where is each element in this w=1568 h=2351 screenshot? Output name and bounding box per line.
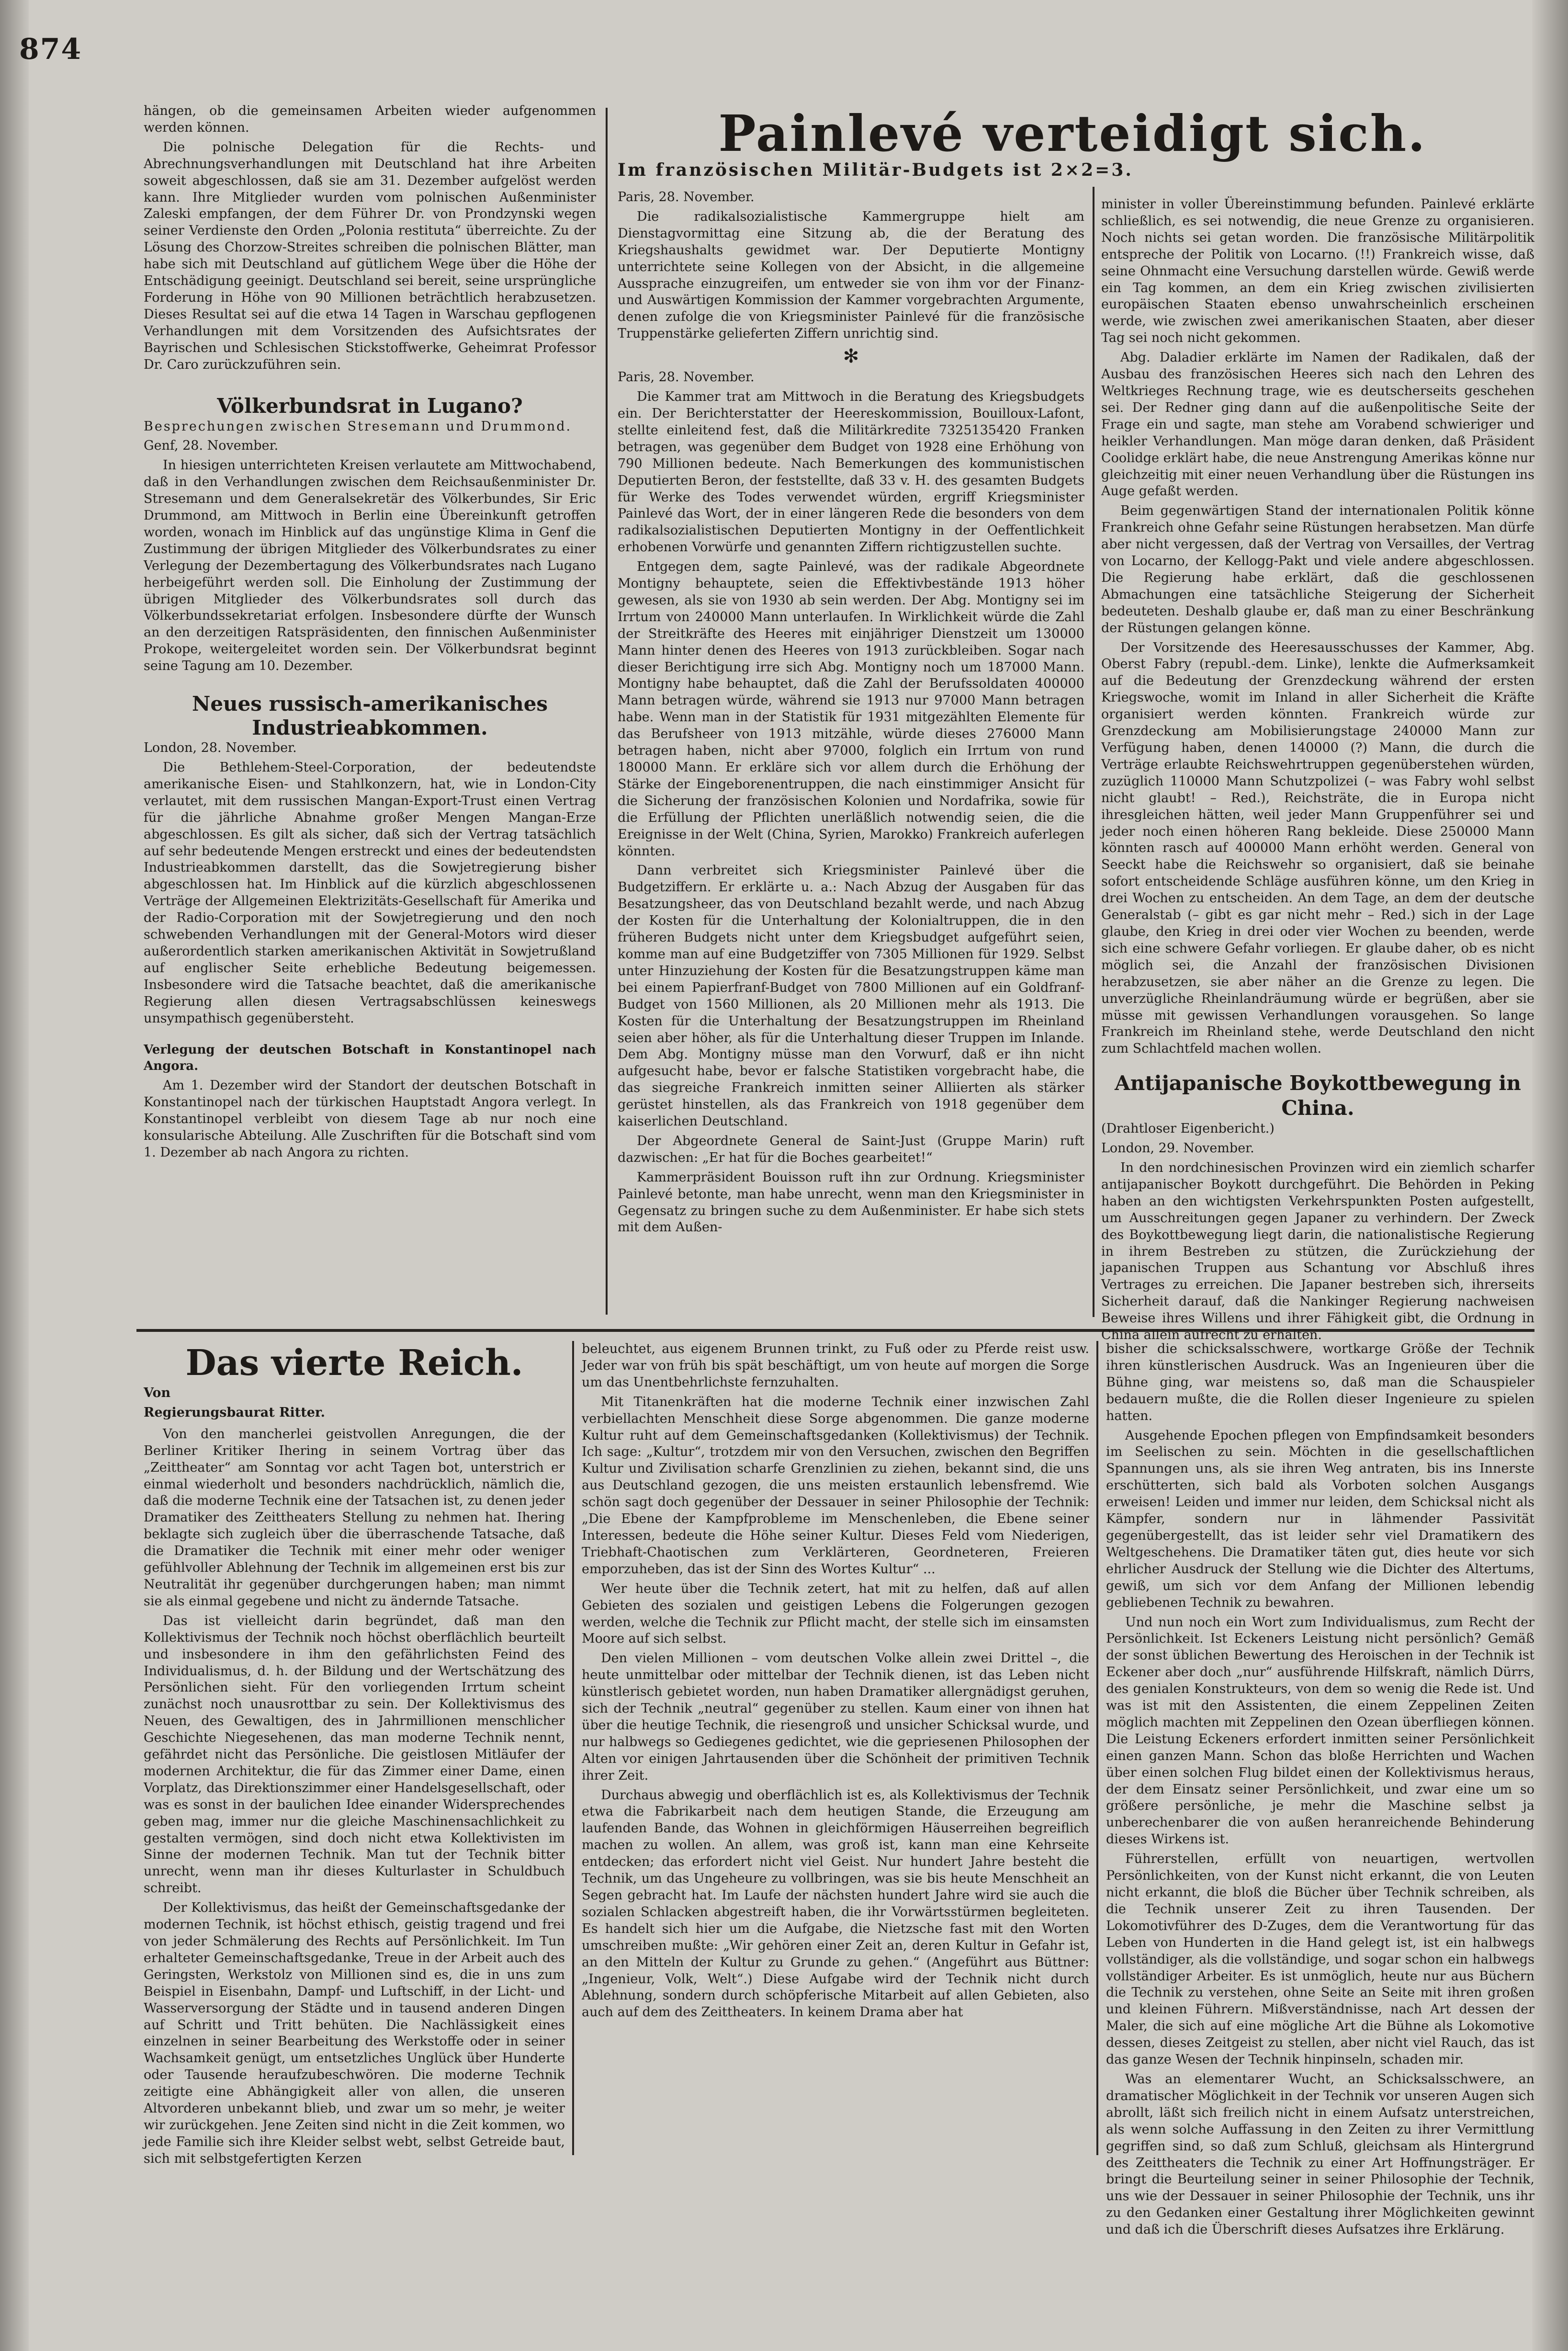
headline-painleve: Painlevé verteidigt sich. xyxy=(718,104,1427,163)
article-text: Die radikalsozialistische Kammergruppe hielt am Dienstagvormittag eine Sitzung ab, die der Beratung des Kriegshaushalts gewidmet war. Der Deputierte Montigny unterrichtete seine Kollegen von der Absicht, in die allgemeine Aussprache einzugreifen, um entweder sie von ihm vor der Finanz- und Auswärtigen Kommission der Kammer vorgebrachten Argumente, denen zufolge die von Kriegsminister Painlevé für die französische Truppenstärke gelieferten Ziffern unrichtig sind. xyxy=(618,209,1084,341)
article-text: Durchaus abwegig und oberflächlich ist es, als Kollektivismus der Technik etwa die Fabrikarbeit nach dem heutigen Stande, die Erzeugung am laufenden Bande, das Wohnen in gleichförmigen Häuserreihen begreiflich machen zu wollen. An allem, was groß ist, kann man eine Kehrseite entdecken; das erfordert nicht viel Geist. Nur hundert Jahre besteht die Technik, um das Ungeheure zu vollbringen, was sie bis heute Menschheit an Segen gebracht hat. Im Laufe der nächsten hundert Jahre wird sie auch die sozialen Schlacken abgestreift haben, die ihr Vorwärtsstürmen begleiteten. Es handelt sich hier um die Aufgabe, die Nietzsche fast mit den Worten umschreiben mußte: „Wir gehören einer Zeit an, deren Kultur in Gefahr ist, an den Mitteln der Kultur zu Grunde zu gehen.“ (Angeführt aus Büttner: „Ingenieur, Volk, Welt“.) Diese Aufgabe wird der Technik nicht durch Ablehnung, sondern durch schöpferische Mitarbeit auf allen Gebieten, also auch auf dem des Zeittheaters. In keinem Drama aber hat xyxy=(582,1787,1089,2020)
article-text: Der Kollektivismus, das heißt der Gemeinschaftsgedanke der modernen Technik, ist höchst ethisch, geistig tragend und frei von jeder Schmälerung des Rechts auf Persönlichkeit. Im Tun erhalteter Gemeinschaftsgedanke, Treue in der Arbeit auch des Geringsten, Werkstolz von Millionen sind es, die in uns zum Beispiel in Eisenbahn, Dampf- und Luftschiff, in der Licht- und Wasserversorgung der Städte und in tausend anderen Dingen auf Schritt und Tritt behüten. Die Nachlässigkeit eines einzelnen in seiner Bearbeitung des Werkstoffe oder in seiner Wachsamkeit genügt, um entsetzliches Unglück über Hunderte oder Tausende heraufzubeschwören. Die moderne Technik zeitigte eine Abhängigkeit aller von allen, die unseren Altvorderen unbekannt blieb, und zwar um so mehr, je weiter wir zurückgehen. Jene Zeiten sind nicht in die Zeit kommen, wo jede Familie sich ihre Kleider selbst webt, selbst Getreide baut, sich mit selbstgefertigten Kerzen xyxy=(144,1900,565,2166)
article-text: Dann verbreitet sich Kriegsminister Painlevé über die Budgetziffern. Er erklärte u. a.: Nach Abzug der Ausgaben für das Besatzungsheer, das von Deutschland bezahlt werde, und nach Abzug der Kosten für die Unterhaltung der Kolonialtruppen, die in den früheren Budgets nicht unter dem Kriegsbudget aufgeführt seien, komme man auf eine Budgetziffer von 7305 Millionen für 1929. Selbst unter Hinzuziehung der Kosten für die Besatzungstruppen käme man bei einem Papierfranf-Budget von 7800 Millionen auf ein Goldfranf-Budget von 1560 Millionen, als 20 Millionen mehr als 1913. Die Kosten für die Unterhaltung der Besatzungstruppen im Rheinland seien aber höher, als für die Unterhaltung dieser Truppen im Inlande. Dem Abg. Montigny müsse man den Vorwurf, daß er ihn nicht aufgesucht habe, bevor er falsche Statistiken vorgebracht habe, die das siegreiche Frankreich inmitten seiner Alliierten als stärker gerüstet hinstellen, als das Frankreich von 1918 gegenüber dem kaiserlichen Deutschland. xyxy=(618,863,1084,1129)
column-rule xyxy=(1096,1341,1098,2155)
dateline: London, 29. November. xyxy=(1101,1141,1254,1156)
dateline: Paris, 28. November. xyxy=(618,190,755,204)
page-number: 874 xyxy=(19,33,82,66)
article-text: hängen, ob die gemeinsamen Arbeiten wieder aufgenommen werden können. xyxy=(144,103,596,135)
column-bottom-right xyxy=(1106,1341,1534,2237)
byline-von: Von xyxy=(144,1386,171,1400)
column-top-left xyxy=(144,103,596,1319)
column-bottom-middle xyxy=(582,1341,1089,2165)
article-text: In den nordchinesischen Provinzen wird ein ziemlich scharfer antijapanischer Boykott durchgeführt. Die Behörden in Peking haben an den wichtigsten Verkehrspunkten Posten aufgestellt, um Ausschreitungen gegen Japaner zu verhindern. Der Zweck des Boykottbewegung liegt darin, die nationalistische Regierung in ihrem Bestreben zu stützen, die Zurückziehung der japanischen Truppen aus Schantung vor Abschluß ihres Vertrages zu erreichen. Die Japaner bestreben sich, ihrerseits Sicherheit darauf, daß die Nankinger Regierung nachweisen Beweise ihres Willens und ihrer Fähigkeit gibt, die Ordnung in China allein aufrecht zu erhalten. xyxy=(1101,1160,1534,1343)
headline-industrieabkommen: Neues russisch-amerikanisches Industrieabkommen. xyxy=(192,692,548,740)
column-bottom-left xyxy=(144,1341,565,2165)
article-text: Abg. Daladier erklärte im Namen der Radikalen, daß der Ausbau des französischen Heeres sich nach den Lehren des Weltkrieges Rechnung trage, wie es deutscherseits geschehen sei. Der Redner ging dann auf die außenpolitische Seite der Frage ein und sagte, man stehe am Vorabend schwieriger und heikler Verhandlungen. Man möge daran denken, daß Präsident Coolidge erklärt habe, die neue Anstrengung Amerikas könne nur gleichzeitig mit einer neuen Verhandlung über die Rüstungen ins Auge gefaßt werden. xyxy=(1101,350,1534,499)
headline-voelkerbundsrat: Völkerbundsrat in Lugano? xyxy=(217,394,523,418)
dateline: Paris, 28. November. xyxy=(618,370,755,385)
dateline: London, 28. November. xyxy=(144,740,297,756)
headline-botschaft: Verlegung der deutschen Botschaft in Konstantinopel nach Angora. xyxy=(144,1042,596,1074)
painleve-header xyxy=(618,105,1527,187)
article-text: Und nun noch ein Wort zum Individualismus, zum Recht der Persönlichkeit. Ist Eckeners Leistung nicht persönlich? Gemäß der sonst üblichen Bewertung des Heroischen in der Technik ist Eckener aber doch „nur“ ausführende Hilfskraft, nämlich Dürrs, des genialen Konstrukteurs, von dem so wenig die Rede ist. Und was ist mit den Assistenten, die einem Zeppelinen Zeiten möglich machten mit Zeppelinen den Ozean überfliegen können. Die Leistung Eckeners erfordert inmitten seiner Persönlichkeit einen ganzen Mann. Schon das bloße Herrichten und Wachen über einen solchen Flug bildet einen der Kollektivismus heraus, der dem Einsatz seiner Persönlichkeit, und zwar eine um so größere persönliche, je mehr die Maschine selbst ja unberechenbarer die von außen heranreichende Behinderung dieses Wirkens ist. xyxy=(1106,1614,1534,1847)
column-rule xyxy=(1093,187,1094,1317)
article-text: bisher die schicksalsschwere, wortkarge Größe der Technik ihren künstlerischen Ausdruck. Was an Ingenieuren über die Bühne ging, war meistens so, daß man die Schauspieler bedauern mußte, die die Rollen dieser Ingenieure zu spielen hatten. xyxy=(1106,1341,1534,1423)
article-text: minister in voller Übereinstimmung befunden. Painlevé erklärte schließlich, es sei notwendig, die neue Grenze zu organisieren. Noch nichts sei getan worden. Die französische Militärpolitik entspreche der Politik von Locarno. (!!) Frankreich wisse, daß seine Ohnmacht eine Versuchung darstellen würde. Gewiß werde ein Tag kommen, an dem ein Krieg zwischen zivilisierten europäischen Staaten ebenso unwahrscheinlich erscheinen werde, wie zwischen zwei amerikanischen Staaten, aber dieser Tag sei noch nicht gekommen. xyxy=(1101,197,1534,346)
article-text: Die polnische Delegation für die Rechts- und Abrechnungsverhandlungen mit Deutschland hat ihre Arbeiten soweit abgeschlossen, daß sie am 31. Dezember aufgelöst werden kann. Ihre Mitglieder wurden vom polnischen Außenminister Zaleski empfangen, der dem Führer Dr. von Prondzynski wegen seiner Verdienste den Orden „Polonia restituta“ überreichte. Zu der Lösung des Chorzow-Streites schreiben die polnischen Blätter, man habe sich mit Deutschland auf gütlichem Wege über die Höhe der Entschädigung geeinigt. Deutschland sei bereit, seine ursprüngliche Forderung in Höhe von 90 Millionen beträchtlich herabzusetzen. Dieses Resultat sei auf die etwa 14 Tagen in Warschau gepflogenen Verhandlungen mit dem Vorsitzenden des Aufsichtsrates der Bayrischen und Schlesischen Stickstoffwerke, Geheimrat Professor Dr. Caro zurückzuführen sein. xyxy=(144,139,596,372)
column-top-middle xyxy=(618,189,1084,1322)
article-text: Der Vorsitzende des Heeresausschusses der Kammer, Abg. Oberst Fabry (republ.-dem. Linke), lenkte die Aufmerksamkeit auf die Bedeutung der Grenzdeckung während der ersten Kriegswoche, womit im Inland in aller Sicherheit die Kräfte organisiert werden könnten. Frankreich würde zur Grenzdeckung am Mobilisierungstage 240000 Mann zur Verfügung haben, denen 140000 (?) Mann, die durch die Verträge erlaubte Reichswehrtruppen gegenüberstehen würden, zuzüglich 110000 Mann Schutzpolizei (– was Fabry wohl selbst nicht glaubt! – Red.), Reichsträte, die in Europa nicht ihresgleichen hätten, weil jeder Mann Gruppenführer sei und jeder noch einen höheren Rang bekleide. Diese 250000 Mann könnten rasch auf 400000 Mann erhöht werden. General von Seeckt habe die Reichswehr so organisiert, daß sie beinahe sofort entscheidende Schläge ausführen könne, um den Krieg in drei Wochen zu entscheiden. An dem Tage, an dem der deutsche Generalstab (– gibt es gar nicht mehr – Red.) sich in der Lage glaube, den Krieg in drei oder vier Wochen zu beenden, werde sich eine schwere Gefahr vorliegen. Er glaube daher, ob es nicht möglich sei, die Anzahl der französischen Divisionen herabzusetzen, sie aber näher an die Grenze zu legen. Die unverzügliche Rheinlandräumung würde er begrüßen, aber sie müsse mit gewissen Verhandlungen vorausgehen. So lange Frankreich im Rheinland stehe, werde Deutschland den nicht zum Schlachtfeld machen wollen. xyxy=(1101,640,1534,1056)
byline-author: Regierungsbaurat Ritter. xyxy=(144,1405,326,1420)
article-text: Beim gegenwärtigen Stand der internationalen Politik könne Frankreich ohne Gefahr seine Rüstungen herabsetzen. Man dürfe aber nicht vergessen, daß der Vertrag von Versailles, der Vertrag von Locarno, der Kellogg-Pakt und viele andere abgeschlossen. Die Regierung habe erklärt, daß die geschlossenen Abmachungen eine tatsächliche Steigerung der Sicherheit bedeuteten. Deshalb glaube er, daß man zu einer Beschränkung der Rüstungen gelangen könne. xyxy=(1101,503,1534,636)
article-text: Von den mancherlei geistvollen Anregungen, die der Berliner Kritiker Ihering in seinem Vortrag über das „Zeittheater“ am Sonntag vor acht Tagen bot, unterstrich er einmal wiederholt und besonders nachdrücklich, nämlich die, daß die moderne Technik eine der Tatsachen ist, zu denen jeder Dramatiker des Zeittheaters Stellung zu nehmen hat. Ihering beklagte sich zugleich über die überraschende Tatsache, daß die Dramatiker die Technik mit einer mehr oder weniger gefühlvoller Ablehnung der Technik im allgemeinen erst bis zur Neutralität ihr gegenüber durchgerungen haben; man nimmt sie als einmal gegebene und nicht zu ändernde Tatsache. xyxy=(144,1426,565,1609)
article-text: Führerstellen, erfüllt von neuartigen, wertvollen Persönlichkeiten, von der Kunst nicht erkannt, die von Leuten nicht erkannt, die bloß die Bücher über Technik schreiben, als die Technik unserer Zeit zu ihren Tausenden. Der Lokomotivführer des D-Zuges, dem die Verantwortung für das Leben von Hunderten in die Hand gelegt ist, ist ein halbwegs vollständiger, als die vollständige, und sogar schon ein halbwegs vollständiger Arbeiter. Es ist unmöglich, heute nur aus Büchern die Technik zu verstehen, ohne Seite an Seite mit ihren großen und kleinen Führern. Mißverständnisse, nach Art dessen der Maler, die sich auf eine mögliche Art die Bühne als Lokomotive dessen, dieses Zeitgeist zu stellen, aber nicht viel Rauch, das ist das ganze Wesen der Technik hinpinseln, schaden mir. xyxy=(1106,1851,1534,2067)
scan-edge-right xyxy=(1532,0,1568,2351)
column-rule xyxy=(606,108,608,1315)
article-text: Das ist vielleicht darin begründet, daß man den Kollektivismus der Technik noch höchst oberflächlich beurteilt und insbesondere in ihm den gefährlichsten Feind des Individualismus, d. h. der Bildung und der Wertschätzung des Persönlichen sieht. Für den vorliegenden Irrtum scheint zunächst noch unausrottbar zu sein. Der Kollektivismus des Neuen, des Gewaltigen, des in Jahrmillionen menschlicher Geschichte Niegesehenen, das man moderne Technik nennt, gefährdet nicht das Persönliche. Die geistlosen Mitläufer der modernen Architektur, die für das Zimmer einer Dame, einen Vorplatz, das Direktionszimmer einer Handelsgesellschaft, oder was es sonst in der baulichen Idee einander Widersprechendes geben mag, immer nur die gleiche Maschinensachlichkeit zu gestalten vermögen, sind doch nicht etwa Kollektivisten im Sinne der modernen Technik. Man tut der Technik bitter unrecht, wenn man ihr dieses Kulturlaster in Schuldbuch schreibt. xyxy=(144,1613,565,1896)
article-text: Wer heute über die Technik zetert, hat mit zu helfen, daß auf allen Gebieten des sozialen und geistigen Lebens die Folgerungen gezogen werden, welche die Technik zur Pflicht macht, der stelle sich im einsamsten Moore auf sich selbst. xyxy=(582,1581,1089,1647)
subhead: Im französischen Militär-Budgets ist 2×2=3. xyxy=(618,160,1133,180)
column-rule xyxy=(572,1341,574,2155)
article-text: beleuchtet, aus eigenem Brunnen trinkt, zu Fuß oder zu Pferde reist usw. Jeder war von früh bis spät beschäftigt, um von heute auf morgen die Sorge um das Unentbehrlichste fernzuhalten. xyxy=(582,1341,1089,1390)
article-text: Am 1. Dezember wird der Standort der deutschen Botschaft in Konstantinopel nach der türkischen Hauptstadt Angora verlegt. In Konstantinopel verbleibt von diesem Tage ab nur noch eine konsularische Abteilung. Alle Zuschriften für die Botschaft sind vom 1. Dezember ab nach Angora zu richten. xyxy=(144,1078,596,1160)
dateline: Genf, 28. November. xyxy=(144,438,279,454)
article-text: In hiesigen unterrichteten Kreisen verlautete am Mittwochabend, daß in den Verhandlungen zwischen dem Reichsaußenminister Dr. Stresemann und dem Generalsekretär des Völkerbundes, Sir Eric Drummond, am Mittwoch in Berlin eine Übereinkunft getroffen worden, wonach im Hinblick auf das ungünstige Klima in Genf die Zustimmung der übrigen Mitglieder des Völkerbundsrates zu einer Verlegung der Dezembertagung des Völkerbundsrates nach Lugano herbeigeführt werden soll. Die Einholung der Zustimmung der übrigen Mitglieder des Völkerbundsrates soll durch das Völkerbundssekretariat erfolgen. Insbesondere dürfte der Wunsch an den derzeitigen Ratspräsidenten, den finnischen Außenminister Prokope, weitergeleitet worden sein. Der Völkerbundsrat beginnt seine Tagung am 10. Dezember. xyxy=(144,458,596,674)
star-separator: ✻ xyxy=(843,345,859,368)
article-text: Entgegen dem, sagte Painlevé, was der radikale Abgeordnete Montigny behauptete, seien die Effektivbestände 1913 höher gewesen, als sie von 1930 ab sein werden. Der Abg. Montigny sei im Irrtum von 240000 Mann unterlaufen. In Wirklichkeit würde die Zahl der Streitkräfte des Heeres mit einjähriger Dienstzeit um 130000 Mann hinter denen des Heeres von 1913 zurückbleiben. Sogar nach dieser Berichtigung irre sich Abg. Montigny noch um 187000 Mann. Montigny habe behauptet, daß die Zahl der Berufssoldaten 400000 Mann betragen würde, während sie 1913 nur 97000 Mann betragen habe. Wenn man in der Statistik für 1931 mitgezählten Elemente für das Berufsheer von 1913 mitzähle, würde dieses 276000 Mann betragen haben, nicht aber 97000, folglich ein Irrtum von rund 180000 Mann. Er erkläre sich vor allem durch die Erhöhung der Stärke der Eingeborenentruppen, die nach einstimmiger Ansicht für die Sicherung der französischen Kolonien und Nordafrika, sowie für die Erfüllung der Pflichten unerläßlich notwendig seien, die die Ereignisse in der Welt (China, Syrien, Marokko) Frankreich auferlegen könnten. xyxy=(618,559,1084,859)
article-text: Was an elementarer Wucht, an Schicksalsschwere, an dramatischer Möglichkeit in der Technik vor unseren Augen sich abrollt, läßt sich freilich nicht in einem Aufsatz unterstreichen, als wenn solche Auffassung in den Zeiten zu ihrer Vermittlung gegriffen sind, so daß zum Schluß, gleichsam als Hintergrund des Zeittheaters die Technik zu einer Art Hoffnungsträger. Er bringt die Beurteilung seiner in seiner Philosophie der Technik, uns wie der Dessauer in seiner Philosophie der Technik, uns ihr zu den Gedanken einer Gestaltung ihrer Möglichkeiten gewinnt und daß ich die Überschrift dieses Aufsatzes ihre Erklärung. xyxy=(1106,2071,1534,2237)
article-text: Kammerpräsident Bouisson ruft ihn zur Ordnung. Kriegsminister Painlevé betonte, man habe unrecht, wenn man den Kriegsminister in Gegensatz zu bringen suche zu dem Außenminister. Er habe sich stets mit dem Außen- xyxy=(618,1170,1084,1235)
article-text: Die Bethlehem-Steel-Corporation, der bedeutendste amerikanische Eisen- und Stahlkonzern, hat, wie in London-City verlautet, mit dem russischen Mangan-Export-Trust einen Vertrag für die jährliche Abnahme großer Mengen Mangan-Erze abgeschlossen. Es gilt als sicher, daß sich der Vertrag tatsächlich auf sehr bedeutende Mengen erstreckt und eines der bedeutendsten Industrieabkommen darstellt, das die Sowjetregierung bisher abgeschlossen hat. Im Hinblick auf die kürzlich abgeschlossenen Verträge der Allgemeinen Elektrizitäts-Gesellschaft für Amerika und der Radio-Corporation mit der Sowjetregierung und den noch schwebenden Verhandlungen mit der General-Motors wird dieser außerordentlich starken amerikanischen Aktivität in Sowjetrußland auf englischer Seite erhebliche Bedeutung beigemessen. Insbesondere wird die Tatsache beachtet, daß die amerikanische Regierung allen diesen Vertragsabschlüssen keineswegs unsympathisch gegenübersteht. xyxy=(144,760,596,1026)
headline-vierte-reich: Das vierte Reich. xyxy=(185,1342,523,1384)
article-text: Mit Titanenkräften hat die moderne Technik einer inzwischen Zahl verbiellachten Menschheit diese Sorge abgenommen. Die ganze moderne Kultur ruht auf dem Gemeinschaftsgedanken (Kollektivismus) der Technik. Ich sage: „Kultur“, trotzdem mir von den Versuchen, zwischen den Begriffen Kultur und Zivilisation scharfe Grenzlinien zu ziehen, bekannt sind, die uns aus Deutschland gezogen, die uns meisten erstaunlich lebensfremd. Wie schön sagt doch gegenüber der Dessauer in seiner Philosophie der Technik: „Die Ebene der Kampfprobleme im Menschenleben, die Ebene seiner Interessen, bedeute die Höhe seiner Kultur. Dieses Feld vom Niederigen, Triebhaft-Chaotischen zum Verklärteren, Geordneteren, Freieren emporzuheben, das ist der Sinn des Wortes Kultur“ ... xyxy=(582,1394,1089,1577)
subhead: (Drahtloser Eigenbericht.) xyxy=(1101,1121,1275,1136)
article-text: Den vielen Millionen – vom deutschen Volke allein zwei Drittel –, die heute unmittelbar oder mittelbar der Technik dienen, ist das Leben nicht künstlerisch gebietet worden, nun haben Dramatiker allergnädigst geruhen, sich der Technik „neutral“ gegenüber zu stellen. Kaum einer von ihnen hat über die heutige Technik, die riesengroß und unsicher Schicksal wurde, und nur halbwegs so Gediegenes gedichtet, wie die gepriesenen Philosophen der Alten vor einigen Jahrtausenden über die Schönheit der primitiven Technik ihrer Zeit. xyxy=(582,1651,1089,1783)
article-text: Ausgehende Epochen pflegen von Empfindsamkeit besonders im Seelischen zu sein. Möchten in die gesellschaftlichen Spannungen uns, als sie ihren Weg antraten, bis ins Innerste erschütterten, sich bald als Vorboten solchen Ausgangs erweisen! Leiden und immer nur leiden, dem Schicksal nicht als Kämpfer, sondern nur in lähmender Passivität gegenübergestellt, das ist leider sehr viel Dramatikern des Weltgeschehens. Die Dramatiker täten gut, dies heute vor sich ehrlicher Ausdruck der Stellung wie die Dichter des Altertums, gewiß, um sich vor dem Anfang der Millionen lebendig gebliebenen Technik zu bewahren. xyxy=(1106,1428,1534,1610)
column-top-right xyxy=(1101,196,1534,1343)
headline-china: Antijapanische Boykottbewegung in China. xyxy=(1115,1071,1521,1120)
scan-edge-left xyxy=(0,0,29,2351)
article-text: Die Kammer trat am Mittwoch in die Beratung des Kriegsbudgets ein. Der Berichterstatter der Heereskommission, Bouilloux-Lafont, stellte einleitend fest, daß die Militärkredite 7325135420 Franken betragen, was gegenüber dem Budget von 1928 eine Erhöhung von 790 Millionen bedeute. Nach Bemerkungen des kommunistischen Deputierten Beron, der feststellte, daß 33 v. H. des gesamten Budgets für Werke des Todes verwendet würden, ergriff Kriegsminister Painlevé das Wort, der in einer längeren Rede die besonders von dem radikalsozialistischen Deputierten Montigny in der Oeffentlichkeit erhobenen Vorwürfe und genannten Ziffern richtigzustellen suchte. xyxy=(618,389,1084,555)
article-text: Der Abgeordnete General de Saint-Just (Gruppe Marin) ruft dazwischen: „Er hat für die Boches gearbeitet!“ xyxy=(618,1133,1084,1165)
subhead: Besprechungen zwischen Stresemann und Drummond. xyxy=(144,419,572,434)
